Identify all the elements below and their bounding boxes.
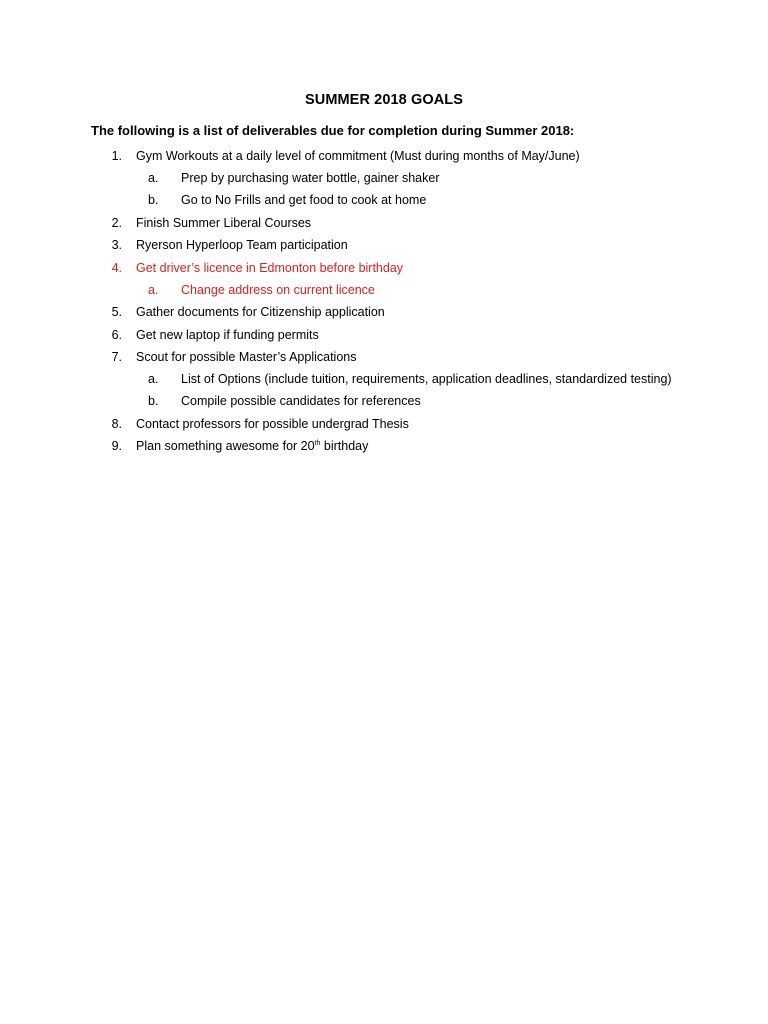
list-item-text: Get new laptop if funding permits	[136, 328, 319, 342]
list-item-text: Gather documents for Citizenship application	[136, 305, 385, 319]
list-item-text: Gym Workouts at a daily level of commitment (Must during months of May/June)	[136, 149, 580, 163]
list-marker: 3.	[111, 238, 122, 252]
list-item-text: Change address on current licence	[181, 283, 375, 297]
list-item-text: Go to No Frills and get food to cook at home	[181, 193, 427, 207]
list-marker: 8.	[111, 417, 122, 431]
list-marker: b.	[148, 193, 159, 207]
list-marker: a.	[148, 372, 159, 386]
list-marker: 4.	[111, 261, 122, 275]
list-marker: 7.	[111, 350, 122, 364]
list-item-text: Get driver’s licence in Edmonton before birthday	[136, 261, 404, 275]
intro-text: The following is a list of deliverables due for completion during Summer 2018:	[91, 123, 575, 138]
list-marker: 6.	[111, 328, 122, 342]
ordinal-superscript: th	[314, 439, 321, 447]
list-item-text-after: birthday	[320, 439, 369, 453]
list-item-text	[136, 439, 368, 454]
list-item-text: List of Options (include tuition, requirements, application deadlines, standardized testing)	[181, 372, 672, 386]
list-marker: 2.	[111, 216, 122, 230]
list-item-text: Scout for possible Master’s Applications	[136, 350, 357, 364]
list-marker: a.	[148, 283, 159, 297]
list-item-text: Compile possible candidates for references	[181, 394, 421, 408]
list-item-text: Finish Summer Liberal Courses	[136, 216, 312, 230]
list-marker: a.	[148, 171, 159, 185]
document-title: SUMMER 2018 GOALS	[304, 92, 463, 108]
list-item-text: Prep by purchasing water bottle, gainer shaker	[181, 171, 440, 185]
list-item-text-before: Plan something awesome for 20	[136, 439, 315, 453]
list-marker: 9.	[111, 439, 122, 453]
list-item-text: Ryerson Hyperloop Team participation	[136, 238, 348, 252]
list-item-text: Contact professors for possible undergrad Thesis	[136, 417, 409, 431]
list-marker: b.	[148, 394, 159, 408]
list-marker: 5.	[111, 305, 122, 319]
list-marker: 1.	[111, 149, 122, 163]
